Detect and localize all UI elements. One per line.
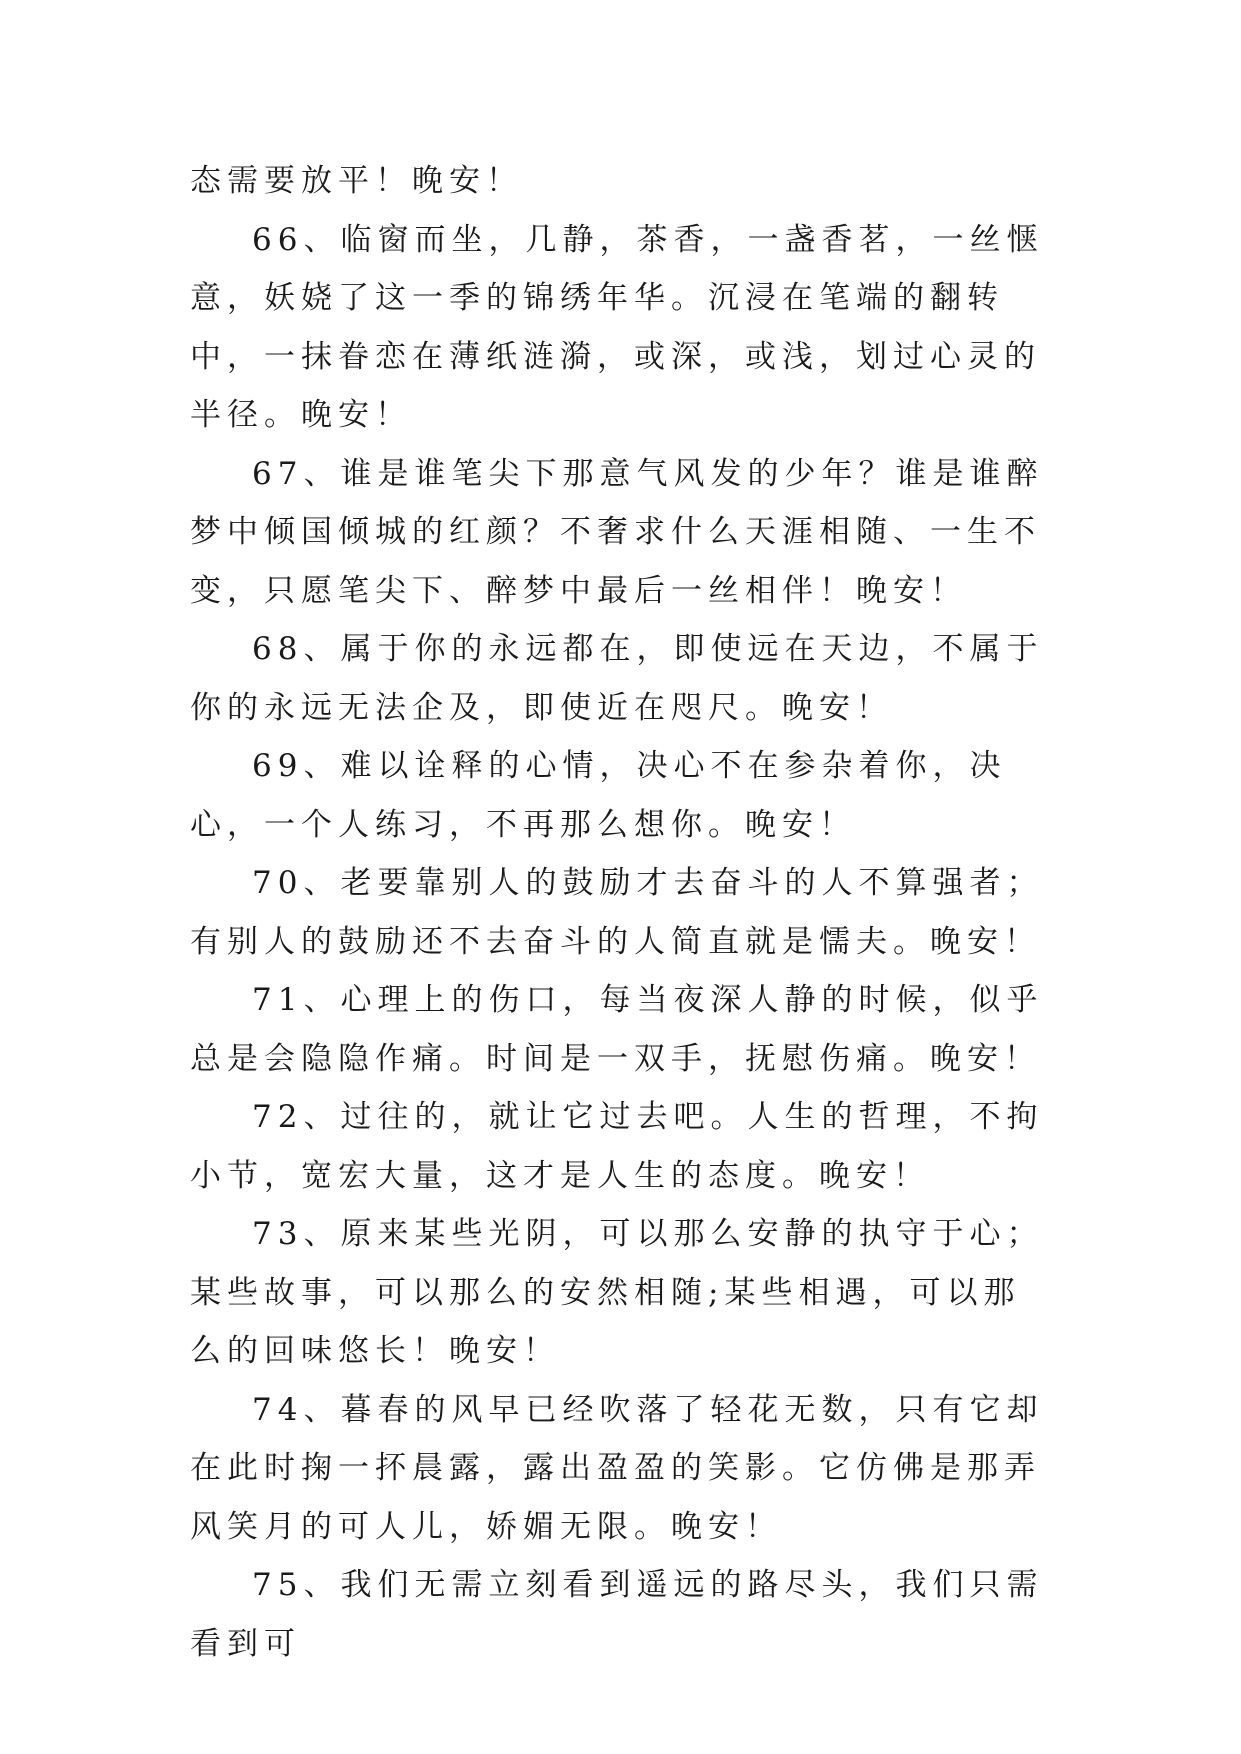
paragraph-70: 70、老要靠别人的鼓励才去奋斗的人不算强者；有别人的鼓励还不去奋斗的人简直就是懦夫。晚安！ <box>190 865 1044 960</box>
paragraph-67: 67、谁是谁笔尖下那意气风发的少年？谁是谁醉梦中倾国倾城的红颜？不奢求什么天涯相随、一生不变，只愿笔尖下、醉梦中最后一丝相伴！晚安！ <box>190 455 1044 609</box>
paragraph-74: 74、暮春的风早已经吹落了轻花无数，只有它却在此时掬一抔晨露，露出盈盈的笑影。它仿佛是那弄风笑月的可人儿，娇媚无限。晚安！ <box>190 1391 1044 1545</box>
paragraph-71: 71、心理上的伤口，每当夜深人静的时候，似乎总是会隐隐作痛。时间是一双手，抚慰伤痛。晚安！ <box>190 982 1044 1077</box>
paragraph-continuation: 态需要放平！晚安！ <box>190 163 523 199</box>
paragraph-72: 72、过往的，就让它过去吧。人生的哲理，不拘小节，宽宏大量，这才是人生的态度。晚安！ <box>190 1099 1044 1194</box>
paragraph-69: 69、难以诠释的心情，决心不在参杂着你，决心，一个人练习，不再那么想你。晚安！ <box>190 748 1007 843</box>
paragraph-66: 66、临窗而坐，几静，茶香，一盏香茗，一丝惬意，妖娆了这一季的锦绣年华。沉浸在笔端的翻转中，一抹眷恋在薄纸涟漪，或深，或浅，划过心灵的半径。晚安！ <box>190 221 1044 433</box>
paragraph-73: 73、原来某些光阴，可以那么安静的执守于心；某些故事，可以那么的安然相随;某些相遇，可以那么的回味悠长！晚安！ <box>190 1216 1044 1369</box>
paragraph-75: 75、我们无需立刻看到遥远的路尽头，我们只需看到可 <box>190 1567 1044 1662</box>
document-body <box>190 152 1052 1673</box>
paragraph-68: 68、属于你的永远都在，即使远在天边，不属于你的永远无法企及，即使近在咫尺。晚安！ <box>190 631 1044 726</box>
